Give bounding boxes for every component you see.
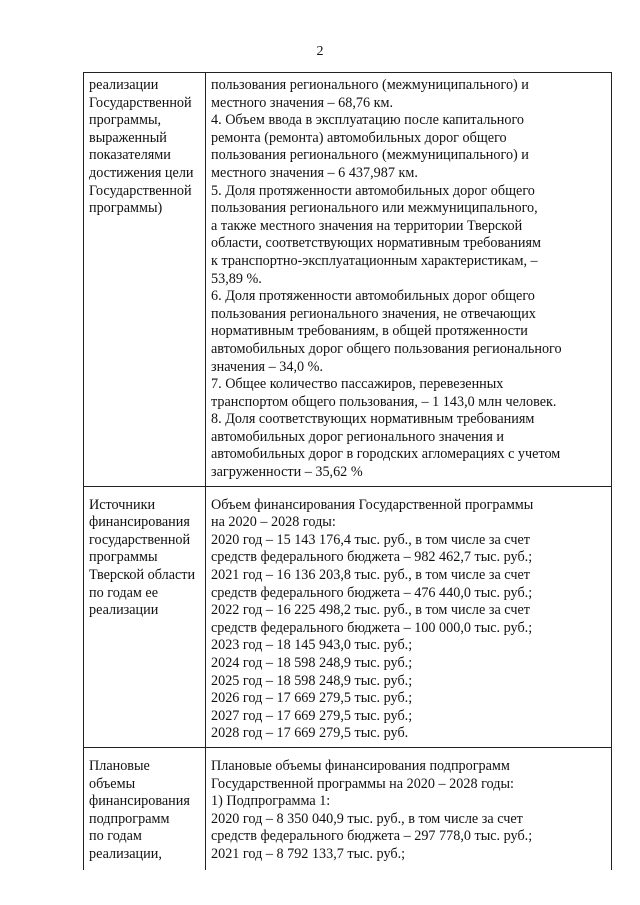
content-line: а также местного значения на территории Тверской <box>211 217 523 234</box>
content-line: ремонта (ремонта) автомобильных дорог общего <box>211 129 507 146</box>
content-line: транспортом общего пользования, – 1 143,0 млн человек. <box>211 393 557 410</box>
row-label-line: финансирования <box>89 793 190 810</box>
content-line: пользования регионального (межмуниципального) и <box>211 77 529 93</box>
content-line: 2020 год – 15 143 176,4 тыс. руб., в том числе за счет <box>211 531 530 548</box>
row-label-line: государственной <box>89 531 191 548</box>
row-content-cell <box>206 486 612 747</box>
content-line: 8. Доля соответствующих нормативным требованиям <box>211 411 535 428</box>
row-label-cell <box>84 73 206 487</box>
row-label-line: выраженный <box>89 129 167 146</box>
row-label-line: Государственной <box>89 94 192 111</box>
row-label-line: реализации <box>89 77 159 93</box>
row-label-line: программы <box>89 549 158 566</box>
table-row <box>84 747 612 870</box>
table-row <box>84 73 612 487</box>
content-line: средств федерального бюджета – 476 440,0 тыс. руб.; <box>211 584 533 601</box>
row-label-line: достижения цели <box>89 164 194 181</box>
content-line: 2021 год – 16 136 203,8 тыс. руб., в том числе за счет <box>211 567 530 584</box>
page-number: 2 <box>316 44 324 59</box>
row-content-cell <box>206 73 612 487</box>
row-label-line: подпрограмм <box>89 810 170 827</box>
row-label-line: объемы <box>89 775 136 792</box>
content-line: к транспортно-эксплуатационным характеристикам, – <box>211 252 538 269</box>
program-passport-table <box>83 72 612 870</box>
content-line: средств федерального бюджета – 100 000,0 тыс. руб.; <box>211 619 533 636</box>
content-line: средств федерального бюджета – 982 462,7 тыс. руб.; <box>211 549 533 566</box>
row-label-line: по годам ее <box>89 584 159 601</box>
row-label-line: по годам <box>89 828 142 845</box>
content-line: 2027 год – 17 669 279,5 тыс. руб.; <box>211 707 413 724</box>
content-line: автомобильных дорог в городских агломерациях с учетом <box>211 446 561 463</box>
row-label-line: Источники <box>89 496 156 513</box>
content-line: 7. Общее количество пассажиров, перевезенных <box>211 376 504 393</box>
row-label-cell <box>84 747 206 870</box>
content-line: пользования регионального или межмуниципального, <box>211 200 538 217</box>
row-label-line: Государственной <box>89 182 192 199</box>
content-line: пользования регионального значения, не отвечающих <box>211 305 536 322</box>
row-label-line: программы) <box>89 200 163 217</box>
row-label-line: Плановые <box>89 757 150 774</box>
content-line: 2022 год – 16 225 498,2 тыс. руб., в том числе за счет <box>211 602 530 619</box>
content-line: автомобильных дорог регионального значения и <box>211 428 505 445</box>
row-label-line: финансирования <box>89 514 190 531</box>
content-line: нормативным требованиям, в общей протяженности <box>211 323 528 340</box>
content-line: средств федерального бюджета – 297 778,0 тыс. руб.; <box>211 828 533 845</box>
content-line: пользования регионального (межмуниципального) и <box>211 147 529 164</box>
row-label-line: программы, <box>89 112 162 129</box>
content-line: Плановые объемы финансирования подпрограмм <box>211 757 510 774</box>
content-line: 2026 год – 17 669 279,5 тыс. руб.; <box>211 690 413 707</box>
content-line: 1) Подпрограмма 1: <box>211 793 331 810</box>
table-row <box>84 486 612 747</box>
content-line: значения – 34,0 %. <box>211 358 323 375</box>
content-line: загруженности – 35,62 % <box>211 464 363 481</box>
content-line: 2021 год – 8 792 133,7 тыс. руб.; <box>211 845 406 862</box>
content-line: Объем финансирования Государственной программы <box>211 496 534 513</box>
row-content-cell <box>206 747 612 870</box>
row-label-line: показателями <box>89 147 171 164</box>
content-line: местного значения – 6 437,987 км. <box>211 164 418 181</box>
row-label-line: Тверской области <box>89 567 196 584</box>
content-line: области, соответствующих нормативным требованиям <box>211 235 541 252</box>
content-line: 2023 год – 18 145 943,0 тыс. руб.; <box>211 637 413 654</box>
content-line: 5. Доля протяженности автомобильных дорог общего <box>211 182 535 199</box>
content-line: 2025 год – 18 598 248,9 тыс. руб.; <box>211 672 413 689</box>
content-line: автомобильных дорог общего пользования регионального <box>211 340 562 357</box>
content-line: на 2020 – 2028 годы: <box>211 514 336 531</box>
row-label-line: реализации, <box>89 845 162 862</box>
content-line: 4. Объем ввода в эксплуатацию после капитального <box>211 112 525 129</box>
row-label-line: реализации <box>89 602 159 619</box>
content-line: 6. Доля протяженности автомобильных дорог общего <box>211 288 535 305</box>
content-line: 2020 год – 8 350 040,9 тыс. руб., в том числе за счет <box>211 810 523 827</box>
content-line: Государственной программы на 2020 – 2028 годы: <box>211 775 514 792</box>
content-line: 53,89 %. <box>211 270 262 287</box>
content-line: местного значения – 68,76 км. <box>211 94 394 111</box>
row-label-cell <box>84 486 206 747</box>
content-line: 2024 год – 18 598 248,9 тыс. руб.; <box>211 655 413 671</box>
content-line: 2028 год – 17 669 279,5 тыс. руб. <box>211 725 409 742</box>
